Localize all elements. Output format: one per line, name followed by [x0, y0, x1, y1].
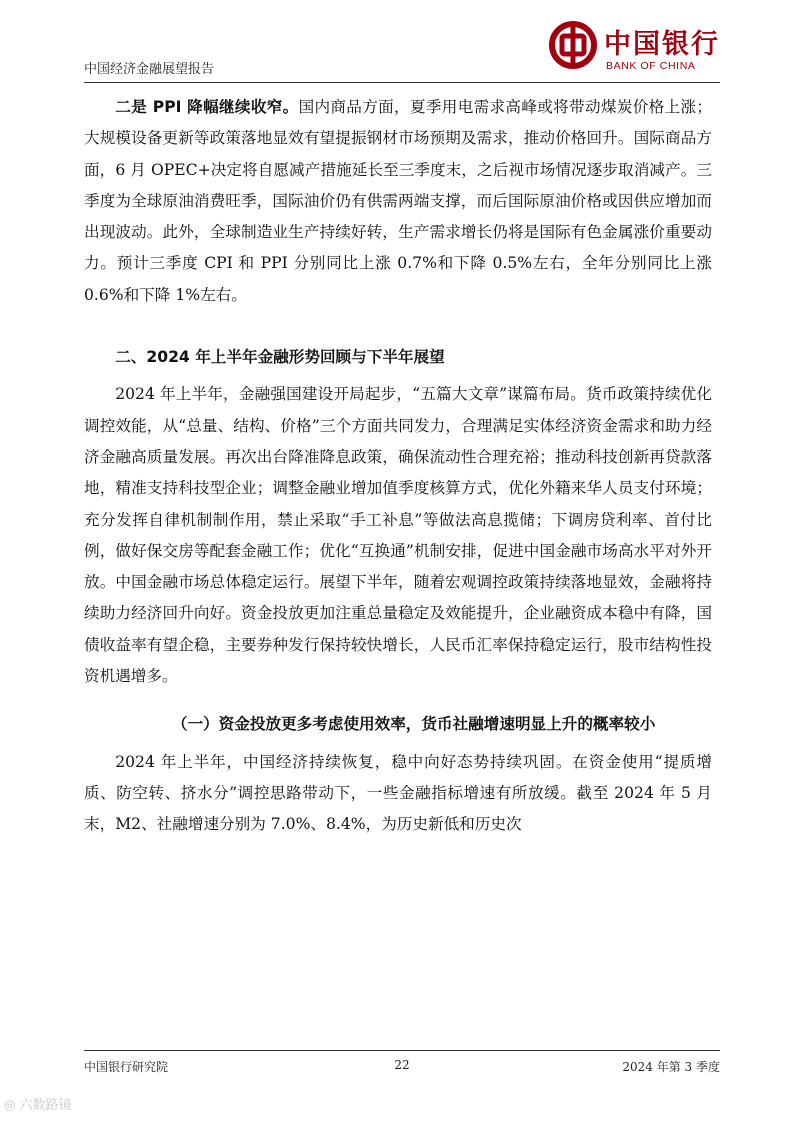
footer-institute: 中国银行研究院 [84, 1060, 169, 1074]
paragraph-text: 国内商品方面，夏季用电需求高峰或将带动煤炭价格上涨；大规模设备更新等政策落地显效有望提振钢材市场预期及需求，推动价格回升。国际商品方面，6 月 OPEC+决定将自愿减产措施延长至三季度末，之后视市场情况逐步取消减产。三季度为全球原油消费旺季，国际油价仍有供需两端支撑，而后国际原油价格或因供应增加而出现波动。此外，全球制造业生产持续好转，生产需求增长仍将是国际有色金属涨价重要动力。预计三季度 CPI 和 PPI 分别同比上涨 0.7%和下降 0.5%左右，全年分别同比上涨 0.6%和下降 1%左右。 [84, 98, 712, 304]
paragraph-ppi [84, 92, 712, 311]
watermark-logo-icon: ◎ [4, 1098, 20, 1113]
watermark [4, 1094, 72, 1113]
logo-chinese-name: 中国银行 [604, 29, 720, 60]
page-number: 22 [394, 1058, 410, 1072]
subsection-heading: （一）资金投放更多考虑使用效率，货币社融增速明显上升的概率较小 [171, 715, 656, 734]
footer-divider [84, 1050, 720, 1051]
header-divider [84, 82, 720, 83]
paragraph-money-supply: 2024 年上半年，中国经济持续恢复，稳中向好态势持续巩固。在资金使用“提质增质、防空转、挤水分”调控思路带动下，一些金融指标增速有所放缓。截至 2024 年 5 月末，M2、社融增速分别为 7.0%、8.4%，为历史新低和历史次 [84, 752, 712, 834]
footer-quarter: 2024 年第 3 季度 [622, 1060, 720, 1074]
page-header [84, 18, 720, 84]
bank-of-china-logo [548, 18, 720, 78]
section-heading: 二、2024 年上半年金融形势回顾与下半年展望 [115, 348, 445, 367]
watermark-text: 六数路镜 [19, 1098, 72, 1113]
bank-of-china-emblem-icon [548, 20, 598, 70]
logo-english-name: BANK OF CHINA [606, 60, 696, 72]
report-body [84, 92, 712, 841]
report-title: 中国经济金融展望报告 [84, 62, 215, 77]
paragraph-financial-review: 2024 年上半年，金融强国建设开局起步，“五篇大文章”谋篇布局。货币政策持续优化调控效能，从“总量、结构、价格”三个方面共同发力，合理满足实体经济资金需求和助力经济金融高质量发展。再次出台降准降息政策，确保流动性合理充裕；推动科技创新再贷款落地，精准支持科技型企业；调整金融业增加值季度核算方式，优化外籍来华人员支付环境；充分发挥自律机制制作用，禁止采取“手工补息”等做法高息揽储；下调房贷利率、首付比例，做好保交房等配套金融工作；优化“互换通”机制安排，促进中国金融市场高水平对外开放。中国金融市场总体稳定运行。展望下半年，随着宏观调控政策持续落地显效，金融将持续助力经济回升向好。资金投放更加注重总量稳定及效能提升，企业融资成本稳中有降，国债收益率有望企稳，主要券种发行保持较快增长，人民币汇率保持稳定运行，股市结构性投资机遇增多。 [84, 385, 712, 686]
paragraph-lead-bold: 二是 PPI 降幅继续收窄。 [115, 98, 299, 116]
